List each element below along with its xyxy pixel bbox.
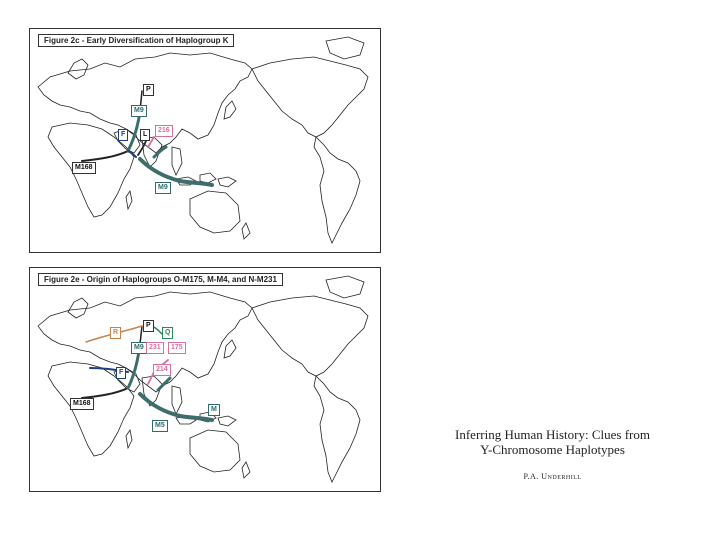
arrow-m168	[82, 151, 128, 161]
label-l: L	[140, 129, 150, 141]
slide-title	[410, 427, 695, 457]
panel-title: Figure 2c - Early Diversification of Haplogroup K	[38, 34, 234, 47]
label-m9-lower: M9	[155, 182, 171, 194]
label-m9: M9	[131, 342, 147, 354]
arrow-m168	[82, 388, 128, 398]
arrow-m5	[140, 394, 212, 420]
label-m168: M168	[72, 162, 96, 174]
label-m: M	[208, 404, 220, 416]
arrow-east	[158, 378, 170, 390]
title-line-2: Y-Chromosome Haplotypes	[480, 442, 625, 457]
label-m9: M9	[131, 105, 147, 117]
label-f: F	[118, 129, 128, 141]
label-f: F	[116, 367, 126, 379]
label-175: 175	[168, 342, 186, 354]
map-panel-origin-haplogroups	[29, 267, 381, 492]
title-line-1: Inferring Human History: Clues from	[455, 427, 650, 442]
map-panel-early-diversification	[29, 28, 381, 253]
world-map	[30, 268, 381, 492]
label-p: P	[143, 320, 154, 332]
panel-title: Figure 2e - Origin of Haplogroups O-M175, M-M4, and N-M231	[38, 273, 283, 286]
world-map	[30, 29, 381, 253]
label-214: 214	[153, 364, 171, 376]
label-216: 216	[155, 125, 173, 137]
migration-arrows	[82, 324, 212, 420]
label-p: P	[143, 84, 154, 96]
label-m168: M168	[70, 398, 94, 410]
coastlines	[38, 276, 368, 482]
label-231: 231	[146, 342, 164, 354]
author: P.A. Underhill	[523, 472, 582, 481]
label-m5: M5	[152, 420, 168, 432]
coastlines	[38, 37, 368, 243]
label-q: Q	[162, 327, 173, 339]
label-r: R	[110, 327, 121, 339]
